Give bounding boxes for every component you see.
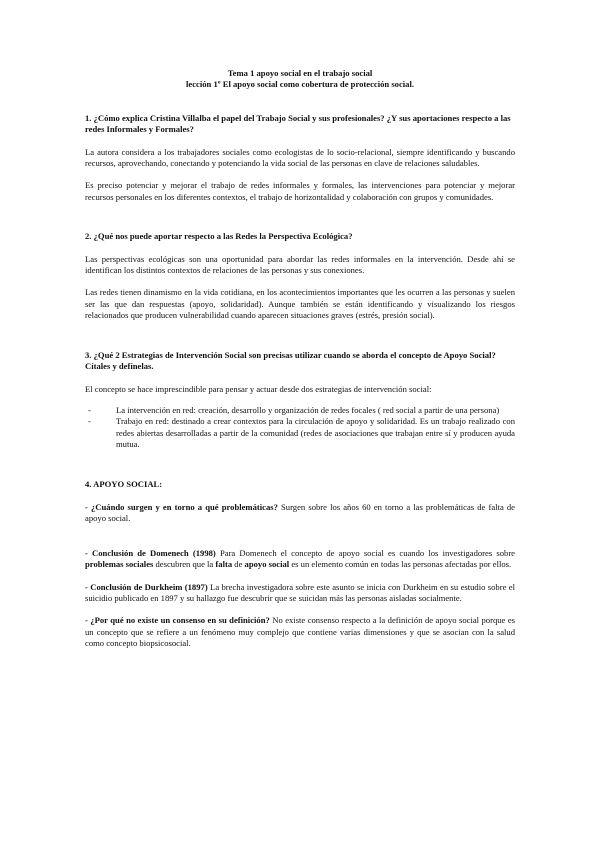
apoyo-item-domenech [85,548,515,571]
section-3-paragraph-1: El concepto se hace imprescindible para pensar y actuar desde dos estrategias de intervención social: [85,383,432,394]
question-1: 1. ¿Cómo explica Cristina Villalba el papel del Trabajo Social y sus profesionales? ¿Y sus aportaciones respecto a las redes Informales y Formales? [85,112,511,135]
section-1-paragraph-1: La autora considera a los trabajadores sociales como ecologistas de lo socio-relacional, siempre identificando y buscando recursos, aprovechando, conectando y potenciando la vida social de las personas en clave de relaciones saludables. [85,146,515,169]
section-1-paragraph-2: Es preciso potenciar y mejorar el trabajo de redes informales y formales, las intervenciones para potenciar y mejorar recursos personales en los diferentes contextos, el trabajo de horizontalidad y colaboración con grupos y comunidades. [85,180,515,202]
document-title [85,68,515,91]
bullet-text: Trabajo en red: destinado a crear contextos para la circulación de apoyo y solidaridad. Es un trabajo realizado con redes abiertas desarrolladas a partir de la comunidad (redes de asociaciones que trabajan entre sí y producen ayuda mutua. [116,416,515,450]
section-4-heading: 4. APOYO SOCIAL: [85,478,163,489]
question-2: 2. ¿Qué nos puede aportar respecto a las Redes la Perspectiva Ecológica? [85,231,353,242]
section-2-paragraph-2: Las redes tienen dinamismo en la vida cotidiana, en los acontecimientos importantes que les ocurren a las personas y suelen ser las que dan respuestas (apoyo, solidaridad). Aunque también se están identificando y visualizando los riesgos relacionados que producen vulnerabilidad cuando aparecen situaciones graves (estrés, presión social). [85,287,515,321]
apoyo-item-domenech-label: - Conclusión de Domenech (1998) [85,547,216,558]
apoyo-item-origin-label: - ¿Cuándo surgen y en torno a qué problemáticas? [85,501,278,512]
apoyo-item-domenech-bold-3: apoyo social [244,559,290,570]
apoyo-item-durkheim [85,582,515,605]
question-3: 3. ¿Qué 2 Estrategias de Intervención Social son precisas utilizar cuando se aborda el concepto de Apoyo Social? Cítales y defínelas. [85,349,496,372]
apoyo-item-domenech-text-d: es un elemento común en todas las personas afectadas por ellos. [289,559,512,570]
apoyo-item-consenso-label: - ¿Por qué no existe un consenso en su definición? [85,615,270,626]
apoyo-item-origin-text: Surgen sobre los años 60 en torno a las problemáticas de falta de apoyo social. [85,501,515,524]
bullet-dash: - [88,404,91,415]
list-item [85,405,515,416]
apoyo-item-domenech-text-b: descubren que la [153,559,216,570]
apoyo-item-consenso [85,615,515,649]
title-line-2: lección 1º El apoyo social como cobertura de protección social. [186,79,414,90]
apoyo-item-domenech-text-c: de [232,559,245,570]
list-item [85,416,515,450]
apoyo-item-durkheim-text: La brecha investigadora sobre este asunto se inicia con Durkheim en su estudio sobre el suicidio publicado en 1897 y su hallazgo fue descubrir que se suicidan más las personas aisladas socialmente. [85,581,515,603]
apoyo-item-domenech-bold-1: problemas sociales [85,559,154,570]
bullet-text: La intervención en red: creación, desarrollo y organización de redes focales ( red social a partir de una persona) [116,404,500,415]
document-page [85,68,515,650]
section-2-paragraph-1: Las perspectivas ecológicas son una oportunidad para abordar las redes informales en la intervención. Desde ahí se identifican los distintos contextos de relaciones de las personas y sus conexiones. [85,253,515,276]
apoyo-item-domenech-text-a: Para Domenech el concepto de apoyo social es cuando los investigadores sobre [215,547,515,558]
bullet-dash: - [88,416,91,427]
apoyo-item-durkheim-label: - Conclusión de Durkheim (1897) [85,581,208,592]
title-line-1: Tema 1 apoyo social en el trabajo social [227,68,373,78]
apoyo-item-domenech-bold-2: falta [215,559,233,570]
apoyo-item-consenso-text: No existe consenso respecto a la definición de apoyo social porque es un concepto que se refiere a un fenómeno muy complejo que contiene varias dimensiones y que se asocian con la salud como concepto biopsicosocial. [85,615,515,649]
apoyo-item-origin [85,502,515,525]
